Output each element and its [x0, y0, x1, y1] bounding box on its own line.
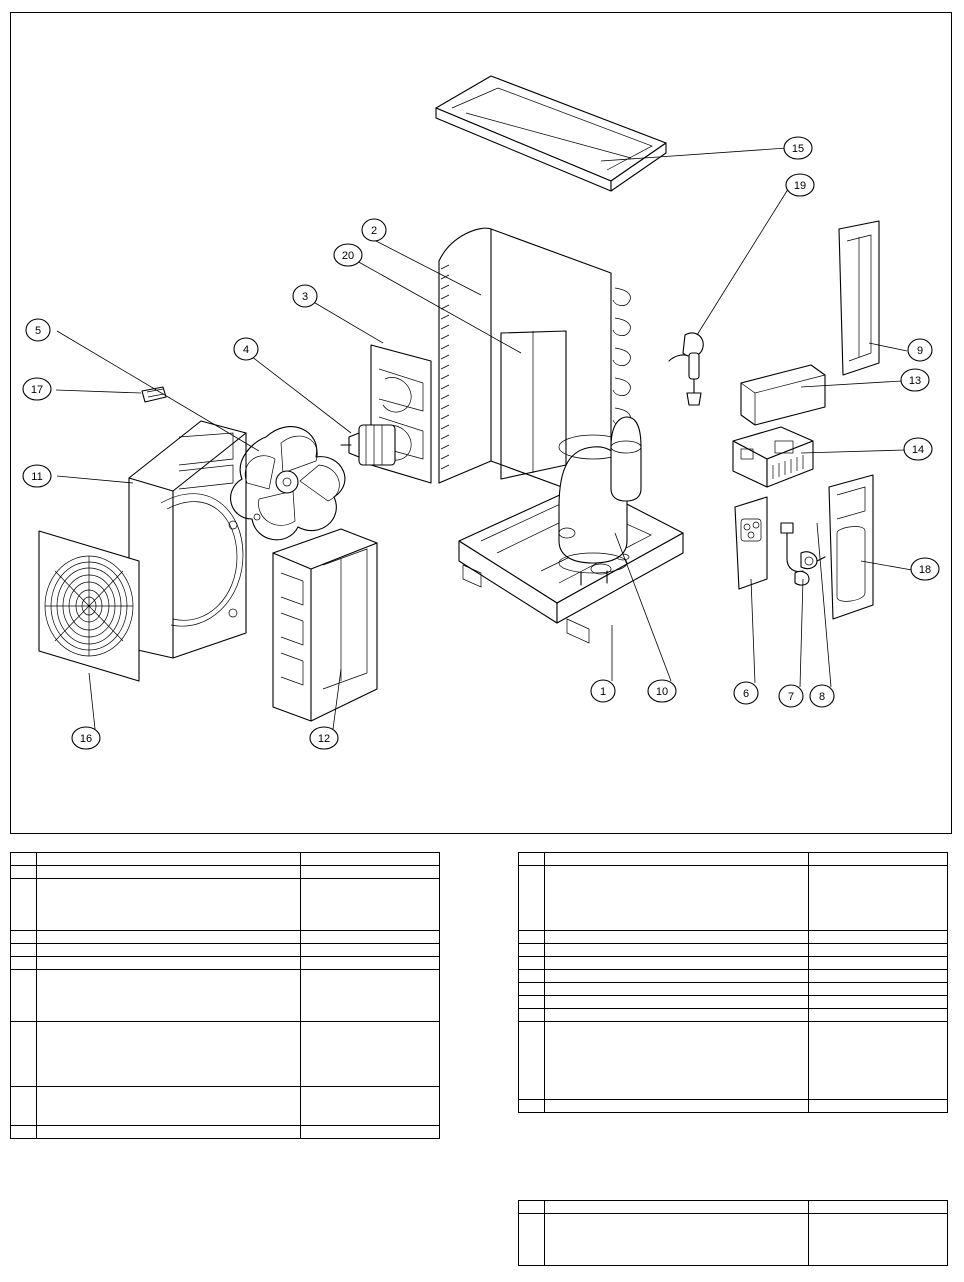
- table-row: [519, 1022, 948, 1100]
- cell-part: [809, 957, 948, 970]
- cell-desc: [545, 931, 809, 944]
- cell-desc: [545, 996, 809, 1009]
- table-row: [11, 957, 440, 970]
- callout-4: [234, 338, 258, 360]
- cell-no: [519, 996, 545, 1009]
- cell-part: [301, 944, 440, 957]
- callout-14: [904, 438, 932, 460]
- cell-part: [809, 866, 948, 931]
- cell-part: [301, 853, 440, 866]
- table-row: [519, 1100, 948, 1113]
- cell-desc: [545, 944, 809, 957]
- table-row: [519, 983, 948, 996]
- cell-no: [519, 1022, 545, 1100]
- svg-text:18: 18: [918, 564, 932, 576]
- cell-part: [809, 1100, 948, 1113]
- callout-16: [72, 727, 100, 749]
- cell-no: [519, 944, 545, 957]
- callout-13: [901, 369, 929, 391]
- svg-text:1: 1: [599, 686, 607, 698]
- cell-desc: [545, 1022, 809, 1100]
- callout-8: [810, 685, 834, 707]
- cell-no: [11, 866, 37, 879]
- table-row: [519, 1009, 948, 1022]
- table-row: [519, 853, 948, 866]
- svg-text:19: 19: [793, 180, 807, 192]
- callout-18: [911, 558, 939, 580]
- svg-text:16: 16: [79, 733, 93, 745]
- cell-desc: [545, 853, 809, 866]
- cell-part: [809, 996, 948, 1009]
- svg-text:6: 6: [742, 688, 750, 700]
- part-terminal-plate: [735, 497, 767, 589]
- part-service-valves: [781, 523, 825, 585]
- table-row: [519, 866, 948, 931]
- table-row: [11, 1022, 440, 1087]
- cell-no: [11, 957, 37, 970]
- callout-6: [734, 682, 758, 704]
- callout-15: [784, 137, 812, 159]
- cell-no: [519, 957, 545, 970]
- table-row: [11, 879, 440, 931]
- cell-no: [11, 970, 37, 1022]
- cell-desc: [37, 1022, 301, 1087]
- svg-text:10: 10: [655, 686, 669, 698]
- svg-text:3: 3: [301, 291, 309, 303]
- part-rear-panel: [839, 221, 879, 375]
- cell-no: [519, 1100, 545, 1113]
- cell-part: [301, 1087, 440, 1126]
- cell-part: [809, 1022, 948, 1100]
- cell-desc: [37, 879, 301, 931]
- exploded-diagram-panel: [10, 12, 952, 834]
- cell-part: [301, 1022, 440, 1087]
- table-row: [11, 931, 440, 944]
- cell-no: [519, 931, 545, 944]
- cell-no: [11, 879, 37, 931]
- cell-part: [809, 1214, 948, 1266]
- cell-no: [519, 866, 545, 931]
- part-top-panel: [436, 76, 666, 191]
- cell-part: [809, 1201, 948, 1214]
- cell-desc: [37, 1126, 301, 1139]
- table-row: [11, 970, 440, 1022]
- part-valve-cover: [829, 475, 873, 619]
- callout-10: [648, 680, 676, 702]
- svg-text:13: 13: [908, 375, 922, 387]
- callout-2: [362, 219, 386, 241]
- part-control-box-cover: [741, 365, 825, 425]
- cell-part: [301, 866, 440, 879]
- cell-part: [809, 944, 948, 957]
- parts-table-left: [10, 852, 440, 1139]
- table-row: [519, 957, 948, 970]
- svg-text:7: 7: [787, 691, 795, 703]
- table-row: [519, 931, 948, 944]
- cell-no: [519, 1214, 545, 1266]
- svg-text:9: 9: [916, 345, 924, 357]
- svg-text:15: 15: [791, 143, 805, 155]
- callout-5: [26, 319, 50, 341]
- parts-table-right: [518, 852, 948, 1113]
- cell-desc: [545, 866, 809, 931]
- cell-no: [519, 970, 545, 983]
- cell-no: [519, 853, 545, 866]
- part-fan-guard: [39, 531, 139, 681]
- cell-desc: [545, 1100, 809, 1113]
- callout-11: [23, 465, 51, 487]
- cell-part: [809, 970, 948, 983]
- cell-desc: [545, 957, 809, 970]
- part-side-panel: [273, 529, 377, 721]
- svg-text:11: 11: [31, 471, 43, 483]
- svg-text:12: 12: [317, 733, 331, 745]
- cell-desc: [545, 1214, 809, 1266]
- cell-no: [11, 1087, 37, 1126]
- cell-no: [519, 1009, 545, 1022]
- cell-desc: [37, 931, 301, 944]
- table-row: [11, 866, 440, 879]
- callout-3: [293, 285, 317, 307]
- cell-no: [519, 983, 545, 996]
- callout-7: [779, 685, 803, 707]
- part-clip: [142, 387, 166, 402]
- part-control-pcb: [733, 427, 813, 487]
- cell-part: [301, 879, 440, 931]
- cell-part: [809, 983, 948, 996]
- callout-1: [591, 680, 615, 702]
- table-row: [11, 944, 440, 957]
- parts-table-extra: [518, 1200, 948, 1266]
- parts-table-left-body: [11, 853, 440, 1139]
- svg-text:20: 20: [341, 250, 355, 262]
- table-row: [11, 1087, 440, 1126]
- part-propeller-fan: [231, 427, 345, 540]
- callout-9: [908, 339, 932, 361]
- cell-desc: [37, 957, 301, 970]
- cell-desc: [37, 853, 301, 866]
- table-row: [11, 1126, 440, 1139]
- cell-part: [809, 853, 948, 866]
- cell-part: [301, 1126, 440, 1139]
- cell-desc: [37, 1087, 301, 1126]
- table-row: [519, 1201, 948, 1214]
- parts-table-right-body: [519, 853, 948, 1113]
- cell-desc: [545, 1201, 809, 1214]
- callout-12: [310, 727, 338, 749]
- cell-no: [11, 853, 37, 866]
- part-front-cabinet: [129, 421, 260, 658]
- svg-text:5: 5: [34, 325, 42, 337]
- cell-desc: [37, 866, 301, 879]
- cell-part: [809, 931, 948, 944]
- table-row: [519, 996, 948, 1009]
- exploded-diagram: [11, 13, 951, 833]
- svg-text:17: 17: [30, 384, 44, 396]
- svg-text:2: 2: [370, 225, 378, 237]
- svg-text:8: 8: [818, 691, 826, 703]
- table-row: [519, 970, 948, 983]
- cell-no: [519, 1201, 545, 1214]
- callout-20: [334, 244, 362, 266]
- svg-text:4: 4: [242, 344, 250, 356]
- cell-no: [11, 1022, 37, 1087]
- cell-part: [809, 1009, 948, 1022]
- table-row: [519, 1214, 948, 1266]
- cell-desc: [37, 944, 301, 957]
- callout-19: [786, 174, 814, 196]
- cell-desc: [37, 970, 301, 1022]
- cell-desc: [545, 970, 809, 983]
- svg-text:14: 14: [911, 444, 925, 456]
- callout-17: [23, 378, 51, 400]
- cell-part: [301, 957, 440, 970]
- cell-part: [301, 931, 440, 944]
- cell-no: [11, 1126, 37, 1139]
- cell-desc: [545, 983, 809, 996]
- part-sensor-assembly: [669, 333, 703, 405]
- parts-table-extra-body: [519, 1201, 948, 1266]
- cell-part: [301, 970, 440, 1022]
- cell-desc: [545, 1009, 809, 1022]
- part-fan-motor: [341, 425, 395, 465]
- cell-no: [11, 944, 37, 957]
- table-row: [519, 944, 948, 957]
- cell-no: [11, 931, 37, 944]
- table-row: [11, 853, 440, 866]
